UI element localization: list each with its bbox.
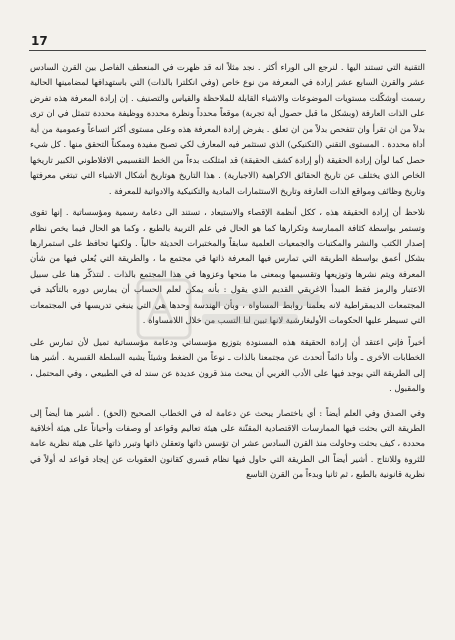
header-rule [29,50,426,51]
page-number: 17 [31,34,48,48]
paragraph-2: نلاحظ أن إرادة الحقيقة هذه ، ككل أنظمة الإقصاء والاستبعاد ، تستند الى دعامة رسمية ومؤسساتية . إنها تقوى وتستمر بواسطة كثافة الممارسة وتكرارها كما هو الحال في علم التربية بالطبع ، وكما هو الحال فيما يخص نظام إصدار الكتب والنشر والمكتبات والجمعيات العلمية سابقاً والمختبرات الحديثة حالياً . ولكنها تحافظ على استمرارها بشكل أعمق بواسطة الطريقة التي تمارس فيها المعرفة ذاتها في مجتمع ما ، والطريقة التي يُعلي فيها من شأن المعرفة ويتم نشرها وتوزيعها وتقسيمها وبمعنى ما منحها وعزوها في هذا المجتمع بالذات . لنتذكّر هنا على سبيل الاعتبار والرمز فقط المبدأ الاغريقي القديم الذي يقول : بأنه يمكن لعلم الحساب أن يمارس دوره بالتأكيد في المجتمعات الديمقراطية لانه يعلمنا روابط المساواة ، وبأن الهندسة وحدها هي التي ينبغي تدريسها في المجتمعات التي تسيطر عليها الحكومات الأوليغارشية لانها تبين لنا التسب من خلال اللامساواة . [30,207,425,326]
paragraph-1: التقنية التي تستند اليها . لنرجع الى الوراء أكثر . نجد مثلاً انه قد ظهرت في المنعطف الفاصل بين القرن السادس عشر والقرن السابع عشر إرادة في المعرفة من نوع خاص (وفي انكلترا بالذات) التي باستهدافها لمضامينها الحالية رسمت أوشكّلت مستويات الموضوعات والاشياء القابلة للملاحظة والقياس والتصنيف . إن إرادة المعرفة هذه تفرض على الذات العارفة (وبشكل ما قبل حصول أية تجربة) موقعاً محدداً ونظرة محددة ووظيفة محددة تتمثل في ان ترى بدلاً من ان تقرأ وان تتفحص بدلاً من ان تعلق . يفرض إرادة المعرفة هذه وعلى مستوى أكثر اتساعاً وعمومية من أية أداة محددة . المستوى التقني (التكنيكي) الذي تستثمر فيه المعارف لكي تصبح مفيدة وممكناً التحقق منها . كل شيء حصل كما لوأن إرادة الحقيقة (أو إرادة كشف الحقيقة) قد امتلكت بدءاً من الخط التقسيمي الافلاطوني الكبير تاريخها الخاص الذي يختلف عن تاريخ الحقائق الاكراهية (الاجبارية) . هذا التاريخ هوتاريخ أشكال الاشياء التي تبتغي معرفتها وتاريخ وظائف ومواقع الذات العارفة وتاريخ الاستثمارات المادية والتكنيكية والادواتية للمعرفة . [30,62,425,196]
body-text [30,60,425,483]
paragraph-4: وفي الصدق وفي العلم أيضاً : أي باختصار يبحث عن دعامة له في الخطاب الصحيح (الحق) . أشير هنا أيضاً إلى الطريقة التي بحثت فيها الممارسات الاقتصادية المقنّنة على هيئة تعاليم وقواعد أو وصفات وأحياناً على هيئة أخلاقية محددة ، كيف بحثت وحاولت منذ القرن السادس عشر ان تؤسس ذاتها وتعقلن ذاتها وتبرر ذاتها على هيئة نظرية عامة للثروة وللانتاج . أشير أيضاً الى الطريقة التي حاول فيها نظام قسري كقانون العقوبات عن إيجاد قواعد له أولاً في نظرية قانونية بالطبع ، ثم ثانيا وبدءاً من القرن التاسع [30,407,425,480]
paragraph-3: أخيراً فإني اعتقد أن إرادة الحقيقة هذه المسنودة بتوزيع مؤسساتي ودعامة مؤسساتية تميل لأن تمارس على الخطابات الأخرى ـ وأنا دائماً أتحدث عن مجتمعنا بالذات ـ نوعاً من الضغط وشيئاً يشبه السلطة القسرية . أشير هنا إلى الطريقة التي يوجد فيها على الأدب الغربي أن يبحث منذ قرون عديدة عن سند له في الطبيعي ، وفي المحتمل ، والمقبول . [30,336,425,394]
